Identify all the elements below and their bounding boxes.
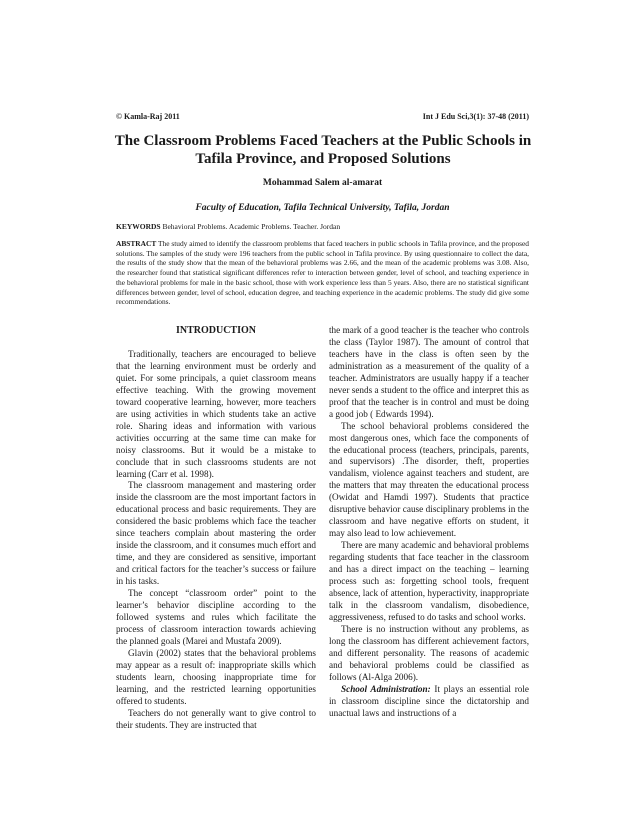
- runin-heading: School Administration:: [341, 683, 431, 694]
- left-column: [116, 325, 316, 732]
- journal-citation: Int J Edu Sci,3(1): 37-48 (2011): [422, 112, 529, 121]
- right-column: [329, 325, 529, 719]
- body-paragraph: The school behavioral problems considered the most dangerous ones, which face the components of the educational process (teachers, principals, parents, and supervisors) .The disorder, theft, properties vandalism, violence against teachers and student, are the matters that may threaten the educational process (Owidat and Hamdi 1997). Students that practice disruptive behavior cause disciplinary problems in the classroom and have negative efforts on student, it may also lead to low achievement.: [329, 420, 529, 539]
- body-paragraph: There are many academic and behavioral problems regarding students that face teacher in the classroom and has a direct impact on the teaching – learning process such as: forgetting school tools, frequent absence, lack of attention, hyperactivity, inappropriate talk in the classroom vandalism, disobedience, aggressiveness, refused to do tasks and school works.: [329, 540, 529, 622]
- abstract-text: The study aimed to identify the classroom problems that faced teachers in public schools in Tafila province, and the proposed solutions. The samples of the study were 196 teachers from the public school in Tafila province. By using questionnaire to collect the data, the results of the study show that the mean of the behavioral problems was 2.66, and the mean of the academic problems was 3.08. Also, the researcher found that statistical significant differences refer to interaction between gender, level of school, and teaching experience in the behavioral problems for male in the basic school, those with work experience less than 5 years. Also, there are no statistical significant differences between gender, level of school, education degree, and teaching experience in the academic problems. The study did give some recommendations.: [116, 239, 530, 307]
- body-paragraph: the mark of a good teacher is the teacher who controls the class (Taylor 1987). The amount of control that teachers have in the class is often seen by the administration as a measurement of the quality of a teacher. Administrators are usually happy if a teacher never sends a student to the office and interpret this as proof that the teacher is in control and must be doing a good job ( Edwards 1994).: [329, 325, 529, 419]
- body-paragraph-school-administration: [329, 684, 529, 720]
- body-paragraph: There is no instruction without any problems, as long the classroom has different achievement factors, and different personality. The reasons of academic and behavioral problems could be classified as follows (Al-Alga 2006).: [329, 623, 529, 682]
- abstract-label: ABSTRACT: [116, 239, 157, 248]
- abstract-block: [116, 239, 529, 307]
- author-affiliation: Faculty of Education, Tafila Technical University, Tafila, Jordan: [195, 203, 450, 213]
- keywords-text: Behavioral Problems. Academic Problems. Teacher. Jordan: [162, 222, 341, 231]
- body-paragraph: The classroom management and mastering order inside the classroom are the most important factors in educational process and basic requirements. They are considered the basic problems which face the teacher since teachers complain about mastering the order inside the classroom, and it consumes much effort and time, and they are considered as sensitive, important and critical factors for the teacher’s success or failure in his tasks.: [116, 480, 316, 587]
- body-paragraph: Teachers do not generally want to give control to their students. They are instructed that: [116, 707, 316, 730]
- keywords-label: KEYWORDS: [116, 222, 161, 231]
- paper-title: The Classroom Problems Faced Teachers at the Public Schools in Tafila Province, and Proposed Solutions: [114, 133, 532, 167]
- keywords-block: [116, 222, 529, 231]
- body-paragraph: The concept “classroom order” point to the learner’s behavior discipline according to the followed systems and rules which facilitate the process of classroom interaction towards achieving the planned goals (Marei and Mustafa 2009).: [116, 588, 316, 646]
- body-paragraph: Traditionally, teachers are encouraged to believe that the learning environment must be orderly and quiet. For some principals, a quiet classroom means effective teaching. With the growing movement toward cooperative learning, however, more teachers are using activities in which students take an active role. Sharing ideas and information with various activities occurring at the same time can make for noisy classrooms. But it would be a mistake to conclude that in such classrooms students are not learning (Carr et al. 1998).: [116, 349, 316, 479]
- runin-text: It plays an essential role in classroom discipline since the dictatorship and unactual laws and instructions of a: [329, 683, 529, 718]
- section-heading-introduction: INTRODUCTION: [175, 325, 256, 336]
- body-paragraph: Glavin (2002) states that the behavioral problems may appear as a result of: inappropriate skills which students learn, choosing inappropriate time for learning, and the restricted learning opportunities offered to students.: [116, 647, 316, 706]
- copyright-line: © Kamla-Raj 2011: [116, 112, 180, 121]
- author-name: Mohammad Salem al-amarat: [262, 178, 383, 188]
